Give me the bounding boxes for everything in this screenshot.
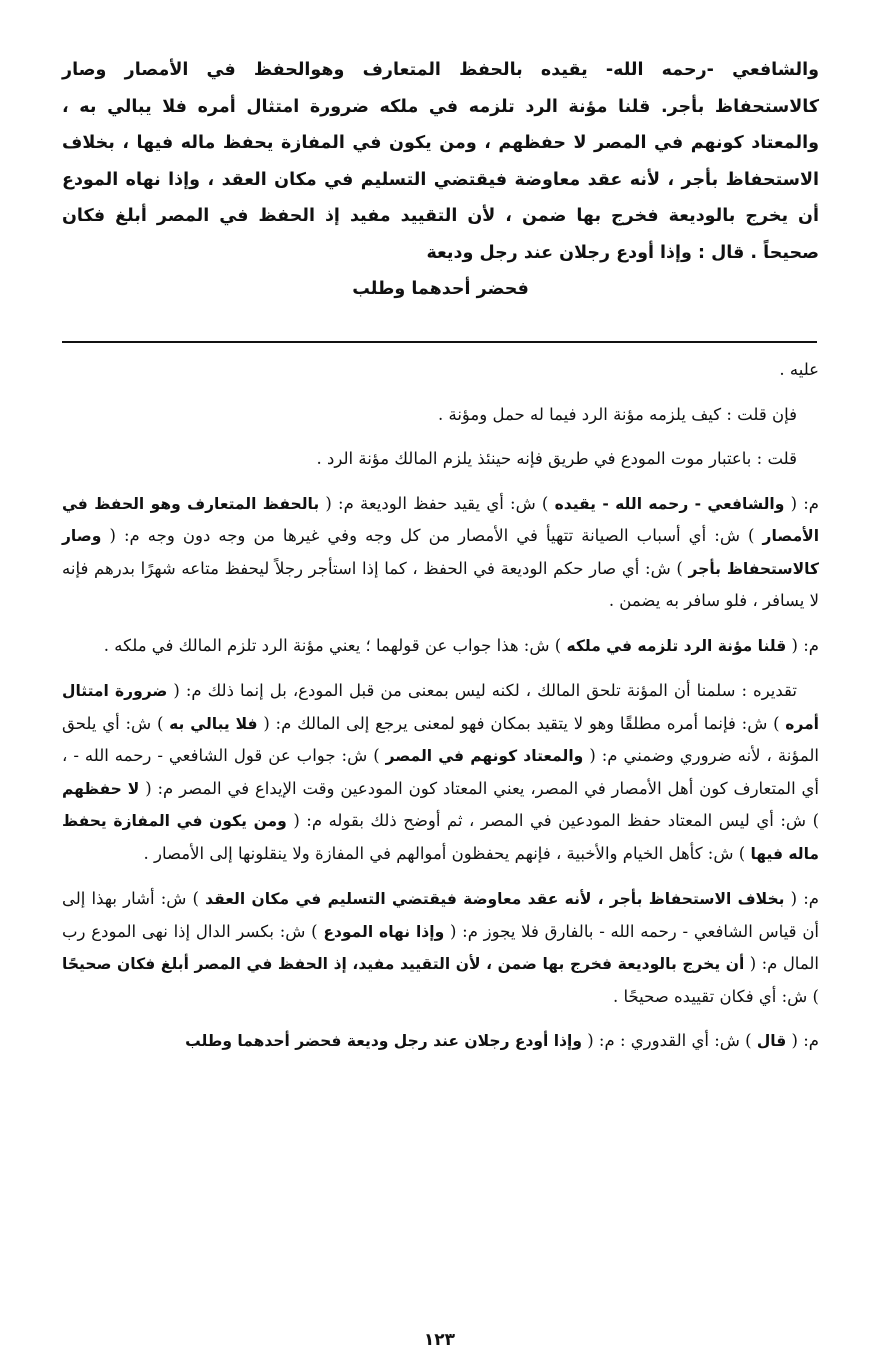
commentary-paragraph-1: عليه . xyxy=(779,360,819,379)
segment: ) ش: أي ليس المعتاد حفظ المودعين في المصر ، ثم أوضح ذلك بقوله م: ( xyxy=(293,811,820,830)
quoted-matn: وإذا أودع رجلان عند رجل وديعة فحضر أحدهما وطلب xyxy=(185,1032,582,1050)
segment: ) ش: أي أسباب الصيانة تتهيأ في الأمصار من كل وجه وفي غيرها من وجه دون وجه م: ( xyxy=(109,526,755,545)
separator-rule xyxy=(62,341,817,343)
segment: ) ش: أشار بهذا إلى أن قياس الشافعي - رحمه الله - بالفارق فلا يجوز م: ( xyxy=(62,889,820,941)
commentary-paragraph-7 xyxy=(62,883,819,1012)
quoted-matn: ومن يكون في المفازة يحفظ ماله فيها xyxy=(62,812,819,863)
quoted-matn: والشافعي - رحمه الله - يقيده xyxy=(554,494,785,513)
segment: ) ش: كأهل الخيام والأخبية ، فإنهم يحفظون أموالهم في المفازة ولا ينقلونها إلى الأمصار . xyxy=(143,843,746,863)
segment: ) ش: أي صار حكم الوديعة في الحفظ ، كما إذا استأجر رجلاً ليحفظ متاعه شهرًا بدرهم فإنه لا يسافر ، فلو سافر به يضمن . xyxy=(62,558,819,610)
main-text-last-line: فحضر أحدهما وطلب xyxy=(352,279,529,299)
page-number: ١٢٣ xyxy=(423,1330,456,1350)
quoted-matn: قال xyxy=(756,1032,787,1050)
main-text-block xyxy=(62,52,819,308)
segment: ) ش: فإنما أمره مطلقًا وهو لا يتقيد بمكان فهو لمعنى يرجع إلى المالك م: ( xyxy=(263,713,780,733)
segment: ) ش: أي القدوري : م: ( xyxy=(587,1031,752,1050)
commentary-paragraph-8 xyxy=(62,1025,819,1058)
commentary-paragraph-2: فإن قلت : كيف يلزمه مؤنة الرد فيما له حمل ومؤنة . xyxy=(437,404,797,424)
segment: م: ( xyxy=(790,493,819,513)
segment: تقديره : سلمنا أن المؤنة تلحق المالك ، لكنه ليس بمعنى من قبل المودع، بل إنما ذلك م: ( xyxy=(173,681,797,700)
quoted-matn: أن يخرج بالوديعة فخرج بها ضمن ، لأن التقييد مفيد، إذ الحفظ في المصر أبلغ فكان صحيحًا xyxy=(62,955,745,973)
main-text-body: والشافعي -رحمه الله- يقيده بالحفظ المتعارف وهوالحفظ في الأمصار وصار كالاستحفاظ بأجر. قلنا مؤنة الرد تلزمه في ملكه ضرورة امتثال أمره فلا يبالي به ، والمعتاد كونهم في المصر لا حفظهم ، ومن يكون في المفازة يحفظ ماله فيها ، بخلاف الاستحفاظ بأجر ، لأنه عقد معاوضة فيقتضي التسليم في مكان العقد ، وإذا نهاه المودع أن يخرج بالوديعة فخرج بها ضمن ، لأن التقييد مفيد إذ الحفظ في المصر أبلغ فكان صحيحاً . قال : وإذا أودع رجلان عند رجل وديعة xyxy=(62,60,819,263)
segment: ) ش: أي يلحق المؤنة ، لأنه ضروري وضمني م: ( xyxy=(62,713,819,765)
segment: ) ش: بكسر الدال إذا نهى المودع رب المال م: ( xyxy=(62,921,819,973)
quoted-matn: فلا يبالي به xyxy=(169,714,258,733)
commentary-block xyxy=(62,354,819,1071)
segment: ) ش: أي فكان تقييده صحيحًا . xyxy=(612,986,819,1006)
segment: ) ش: أي يقيد حفظ الوديعة م: ( xyxy=(325,493,549,513)
quoted-matn: ضرورة امتثال أمره xyxy=(62,682,819,733)
commentary-paragraph-6 xyxy=(62,675,819,870)
commentary-paragraph-4 xyxy=(62,488,819,617)
quoted-matn: وإذا نهاه المودع xyxy=(323,922,445,941)
commentary-paragraph-5 xyxy=(62,630,819,663)
commentary-paragraph-3: قلت : باعتبار موت المودع في طريق فإنه حينئذ يلزم المالك مؤنة الرد . xyxy=(316,449,797,468)
quoted-matn: بخلاف الاستحفاظ بأجر ، لأنه عقد معاوضة فيقتضي التسليم في مكان العقد xyxy=(205,890,785,908)
segment: م: ( xyxy=(791,1031,819,1050)
quoted-matn: وصار كالاستحفاظ بأجر xyxy=(62,527,820,578)
segment: م: ( xyxy=(790,889,819,908)
segment: ) ش: هذا جواب عن قولهما ؛ يعني مؤنة الرد تلزم المالك في ملكه . xyxy=(103,635,562,655)
quoted-matn: قلنا مؤنة الرد تلزمه في ملكه xyxy=(566,636,787,655)
segment: ) ش: جواب عن قول الشافعي - رحمه الله - ، أي المتعارف كون أهل الأمصار في المصر، يعني المعتاد كون المودعين وقت الإيداع في المصر م: ( xyxy=(62,746,819,798)
segment: م: ( xyxy=(791,635,819,655)
quoted-matn: لا حفظهم xyxy=(62,779,140,798)
quoted-matn: والمعتاد كونهم في المصر xyxy=(385,747,584,765)
quoted-matn: بالحفظ المتعارف وهو الحفظ في الأمصار xyxy=(62,494,820,545)
